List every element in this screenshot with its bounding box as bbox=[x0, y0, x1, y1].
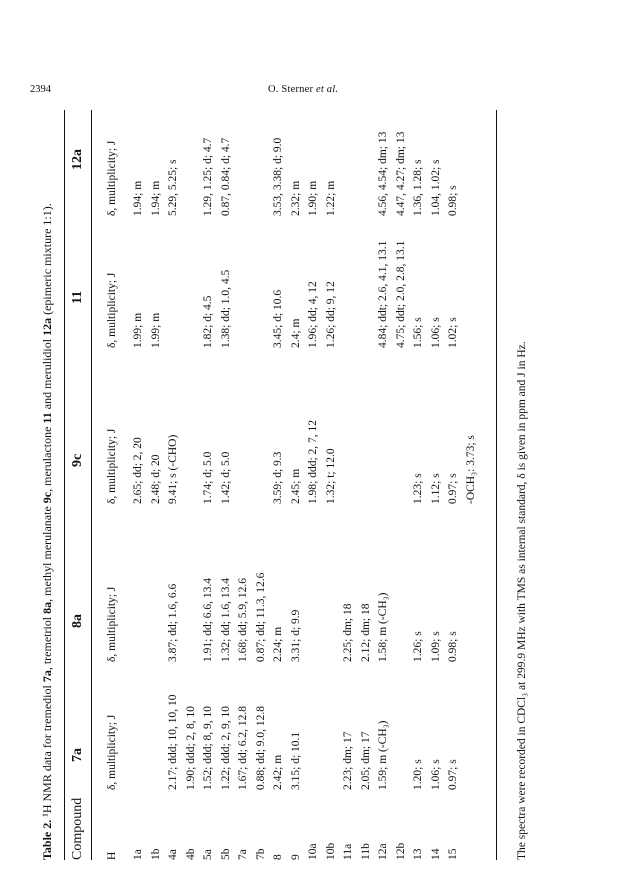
table-cell: 1.06; s bbox=[429, 759, 442, 790]
table-cell: 2.32; m bbox=[289, 180, 302, 216]
table-cell: 3.31; d; 9.9 bbox=[289, 609, 302, 662]
table-cell: 1.26; dd; 9, 12 bbox=[324, 281, 337, 348]
table-cell: 1.58; m (-CH₃) bbox=[377, 592, 389, 662]
row-proton-label: 9 bbox=[289, 854, 302, 860]
column-header-12a: 12a bbox=[70, 149, 85, 170]
table-cell: 2.17; ddd; 10, 10, 10 bbox=[167, 694, 179, 790]
row-proton-label: 4a bbox=[167, 849, 179, 860]
table-cell: 2.48; d; 20 bbox=[149, 454, 162, 504]
table-cell: 1.23; s bbox=[412, 473, 424, 504]
table-cell: 1.68; dd; 5.9, 12.6 bbox=[237, 577, 249, 662]
table-cell: 3.59; d; 9.3 bbox=[272, 451, 284, 504]
column-header-11: 11 bbox=[70, 290, 85, 304]
table-cell: 5.29, 5.25; s bbox=[167, 159, 179, 216]
caption-part: , methyl merulanate bbox=[40, 503, 54, 602]
row-proton-label: 5b bbox=[219, 848, 232, 860]
column-header-compound: Compound bbox=[70, 797, 85, 860]
row-proton-label: 12b bbox=[394, 842, 407, 860]
row-proton-label: 1b bbox=[149, 848, 162, 860]
caption-part: and merulidiol bbox=[40, 335, 54, 413]
table-cell: 2.45; m bbox=[289, 468, 302, 504]
table-cell: 4.47, 4.27; dm; 13 bbox=[394, 131, 407, 216]
table-cell: 1.04, 1.02; s bbox=[429, 159, 442, 216]
table-cell: 0.87; dd; 11.3, 12.6 bbox=[254, 572, 267, 662]
table-cell: 1.94; m bbox=[149, 180, 162, 216]
table-cell: 1.67; dd; 6.2, 12.8 bbox=[237, 705, 249, 790]
running-header bbox=[268, 84, 338, 95]
table-cell: 2.12; dm; 18 bbox=[359, 603, 372, 662]
table-bottom-rule bbox=[496, 110, 497, 860]
table-cell: 1.02; s bbox=[447, 317, 459, 348]
table-cell: 1.22; m bbox=[324, 180, 337, 216]
caption-part: , merulactone bbox=[40, 423, 54, 492]
row-proton-label: 15 bbox=[447, 848, 459, 860]
running-header-etal: et al. bbox=[315, 84, 339, 95]
table-cell: 2.05; dm; 17 bbox=[359, 731, 372, 790]
row-proton-label: 10b bbox=[324, 842, 337, 860]
table-cell: 1.98; ddd; 2, 7, 12 bbox=[307, 419, 319, 504]
running-header-author: O. Sterner bbox=[268, 84, 314, 95]
row-proton-label: 8 bbox=[272, 854, 284, 860]
table-cell: 1.59; m (-CH₃) bbox=[377, 720, 389, 790]
caption-compound: 7a bbox=[40, 670, 54, 683]
caption-part: ¹H NMR data for tremediol bbox=[40, 682, 54, 817]
table-cell: 1.12; s bbox=[429, 473, 442, 504]
row-proton-label: 10a bbox=[307, 843, 319, 860]
row-proton-label: 14 bbox=[429, 848, 442, 860]
table-cell: 2.24; m bbox=[272, 626, 284, 662]
row-proton-label: 7a bbox=[237, 849, 249, 860]
column-header-9c: 9c bbox=[70, 453, 85, 467]
row-proton-label: 5a bbox=[202, 849, 214, 860]
table-cell: 4.56, 4.54; dm; 13 bbox=[377, 131, 389, 216]
table-cell: 1.32; t; 12.0 bbox=[324, 448, 337, 504]
table-cell: 9.41; s (-CHO) bbox=[167, 434, 179, 504]
table-cell: 1.26; s bbox=[412, 631, 424, 662]
subheader-proton: H bbox=[106, 851, 118, 860]
table-cell: 3.53, 3.38; d; 9.0 bbox=[272, 137, 284, 216]
caption-compound: 8a bbox=[40, 601, 54, 614]
table-cell: 3.15; d; 10.1 bbox=[289, 731, 302, 790]
table-cell: 1.20; s bbox=[412, 759, 424, 790]
table-cell: 2.25; dm; 18 bbox=[342, 603, 354, 662]
table-cell: 0.98; s bbox=[447, 631, 459, 662]
page-number: 2394 bbox=[30, 84, 51, 95]
table-cell: 1.56; s bbox=[412, 317, 424, 348]
table-cell: 1.94; m bbox=[132, 180, 144, 216]
caption-part: , tremetriol bbox=[40, 613, 54, 671]
table-cell: 4.75; ddt; 2.0, 2.8, 13.1 bbox=[394, 240, 407, 348]
table-cell: 2.65; dd; 2, 20 bbox=[132, 437, 144, 504]
caption-label: Table 2. bbox=[40, 819, 54, 860]
table-caption bbox=[40, 203, 55, 860]
subheader-shift-multiplicity: δ, multiplicity; J bbox=[106, 428, 118, 504]
table-cell: 0.98; s bbox=[447, 185, 459, 216]
table-cell: 1.74; d; 5.0 bbox=[202, 451, 214, 504]
column-header-8a: 8a bbox=[70, 614, 85, 628]
table-cell: 1.90; m bbox=[307, 180, 319, 216]
table-top-rule bbox=[64, 110, 65, 860]
table-cell: 2.4; m bbox=[289, 318, 302, 348]
table-cell: 1.96; dd; 4, 12 bbox=[307, 281, 319, 348]
row-proton-label: 1a bbox=[132, 849, 144, 860]
table-cell: 1.09; s bbox=[429, 631, 442, 662]
table-cell: 1.36, 1.28; s bbox=[412, 159, 424, 216]
table-cell: 1.32; dd; 1.6, 13.4 bbox=[219, 577, 232, 662]
table-cell: 1.90; ddd; 2, 8, 10 bbox=[184, 705, 197, 790]
row-proton-label: 13 bbox=[412, 848, 424, 860]
row-proton-label: 7b bbox=[254, 848, 267, 860]
row-proton-label: 12a bbox=[377, 843, 389, 860]
table-cell: 3.87; dd; 1.6, 6.6 bbox=[167, 583, 179, 662]
table-cell: -OCH₃: 3.73; s bbox=[464, 435, 477, 504]
row-proton-label: 4b bbox=[184, 848, 197, 860]
table-cell: 0.88; dd; 9.0, 12.8 bbox=[254, 705, 267, 790]
table-cell: 2.23; dm; 17 bbox=[342, 731, 354, 790]
table-cell: 0.97; s bbox=[447, 473, 459, 504]
caption-compound: 12a bbox=[40, 317, 54, 336]
table-footnote: The spectra were recorded in CDCl₃ at 299.9 MHz with TMS as internal standard, δ is given in ppm and J in Hz. bbox=[516, 341, 528, 860]
table-cell: 3.45; d; 10.6 bbox=[272, 289, 284, 348]
table-cell: 1.99; m bbox=[149, 312, 162, 348]
table-cell: 2.42; m bbox=[272, 754, 284, 790]
subheader-shift-multiplicity: δ, multiplicity; J bbox=[106, 586, 118, 662]
table-header-rule bbox=[91, 110, 92, 860]
table-cell: 0.87, 0.84; d; 4.7 bbox=[219, 137, 232, 216]
table-cell: 1.82; d; 4.5 bbox=[202, 295, 214, 348]
table-cell: 1.91; dd; 6.6, 13.4 bbox=[202, 577, 214, 662]
subheader-shift-multiplicity: δ, multiplicity; J bbox=[106, 140, 118, 216]
row-proton-label: 11a bbox=[342, 843, 354, 860]
subheader-shift-multiplicity: δ, multiplicity; J bbox=[106, 272, 118, 348]
caption-part: (epimeric mixture 1:1). bbox=[40, 203, 54, 318]
table-cell: 1.42; d; 5.0 bbox=[219, 451, 232, 504]
table-cell: 1.22; ddd; 2, 9, 10 bbox=[219, 705, 232, 790]
row-proton-label: 11b bbox=[359, 843, 372, 860]
table-cell: 1.29, 1.25; d; 4.7 bbox=[202, 137, 214, 216]
caption-compound: 11 bbox=[40, 412, 54, 424]
column-header-7a: 7a bbox=[70, 748, 85, 762]
table-cell: 0.97; s bbox=[447, 759, 459, 790]
table-cell: 4.84; ddt; 2.6, 4.1, 13.1 bbox=[377, 240, 389, 348]
subheader-shift-multiplicity: δ, multiplicity; J bbox=[106, 714, 118, 790]
table-cell: 1.38; dd; 1.0, 4.5 bbox=[219, 269, 232, 348]
rotated-table bbox=[40, 110, 590, 860]
table-cell: 1.99; m bbox=[132, 312, 144, 348]
table-cell: 1.06; s bbox=[429, 317, 442, 348]
table-cell: 1.52; ddd; 8, 9, 10 bbox=[202, 705, 214, 790]
caption-compound: 9c bbox=[40, 491, 54, 504]
